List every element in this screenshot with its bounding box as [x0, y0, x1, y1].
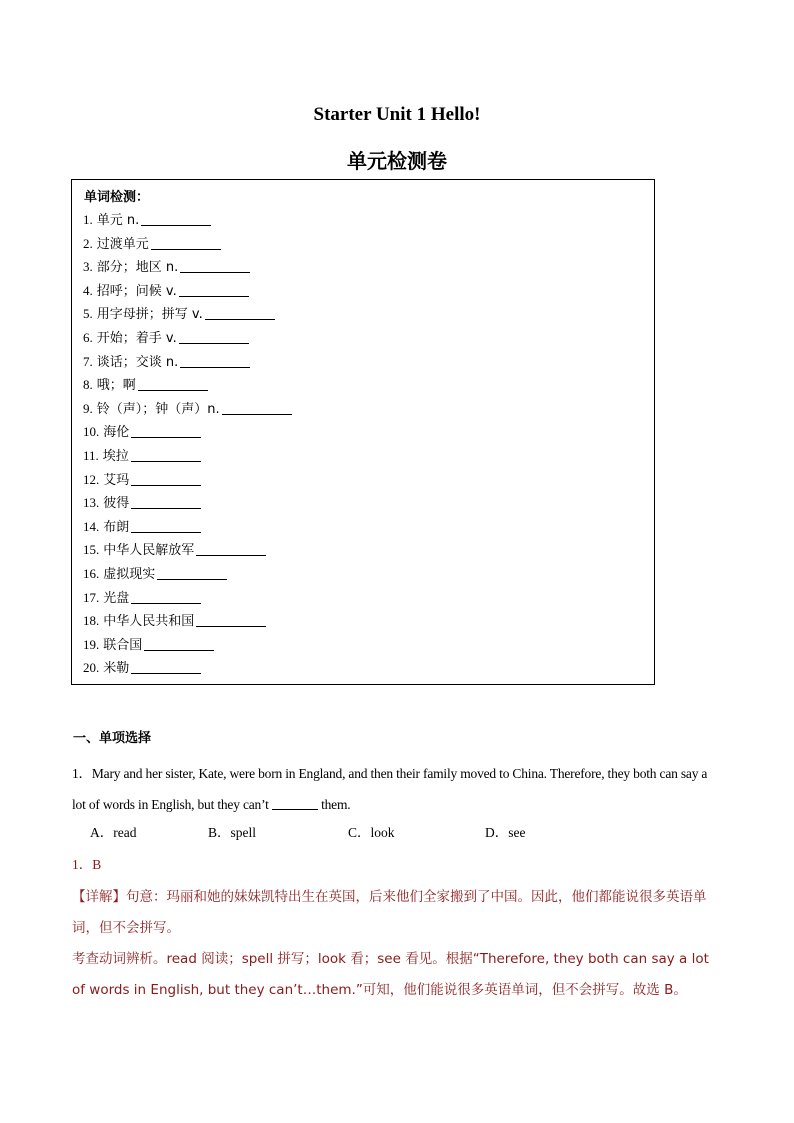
vocab-blank: [222, 400, 292, 415]
vocab-number: 6.: [83, 329, 93, 345]
vocab-blank: [131, 589, 201, 604]
vocab-item: [83, 420, 292, 444]
vocab-prompt: 米勒: [103, 661, 130, 677]
vocab-prompt: 布朗: [103, 519, 130, 535]
vocab-item: [83, 515, 292, 539]
vocab-item: [83, 255, 292, 279]
option-d: D．see: [485, 825, 526, 840]
vocab-prompt: 彼得: [103, 496, 130, 512]
vocab-blank: [131, 494, 201, 509]
vocab-prompt: 部分；地区 n.: [96, 260, 179, 276]
vocab-prompt: 虚拟现实: [103, 566, 156, 582]
vocab-number: 9.: [83, 400, 93, 416]
vocab-item: [83, 586, 292, 610]
vocab-number: 10.: [83, 424, 100, 440]
page-subtitle: 单元检测卷: [347, 149, 447, 173]
vocab-item: [83, 491, 292, 515]
page-title: Starter Unit 1 Hello!: [313, 104, 481, 125]
vocab-blank: [138, 376, 208, 391]
vocab-prompt: 哦；啊: [96, 378, 136, 394]
vocab-list: [83, 208, 292, 680]
vocab-prompt: 招呼；问候 v.: [96, 283, 177, 299]
answer-key: 1．B: [72, 857, 102, 872]
vocab-prompt: 光盘: [103, 590, 130, 606]
vocab-prompt: 艾玛: [103, 472, 130, 488]
vocab-blank: [157, 565, 227, 580]
section-heading: 一、单项选择: [73, 731, 152, 746]
vocab-item: [83, 656, 292, 680]
vocab-blank: [179, 282, 249, 297]
vocab-item: [83, 444, 292, 468]
vocab-prompt: 开始；着手 v.: [96, 330, 177, 346]
vocab-blank: [196, 541, 266, 556]
explanation-line-2: 考查动词辨析。read 阅读；spell 拼写；look 看；see 看见。根据“Therefore, they both can say a lot of words in English, but they can’t…them.”可知，他们能说很多英语单词，但不会拼写。故选 B。: [72, 951, 709, 998]
answer-blank: [272, 796, 318, 810]
option-b: B．spell: [208, 825, 257, 840]
vocab-blank: [131, 423, 201, 438]
vocab-blank: [205, 305, 275, 320]
vocab-item: [83, 468, 292, 492]
vocab-prompt: 中华人民共和国: [103, 614, 195, 630]
vocab-number: 2.: [83, 235, 93, 251]
vocab-number: 18.: [83, 613, 100, 629]
vocab-prompt: 过渡单元: [96, 236, 149, 252]
vocab-prompt: 铃（声）；钟（声）n.: [96, 401, 220, 417]
vocab-blank: [180, 258, 250, 273]
vocab-prompt: 埃拉: [102, 448, 129, 464]
vocab-item: [83, 350, 292, 374]
option-a: A．read: [90, 825, 137, 840]
vocab-number: 15.: [83, 542, 100, 558]
vocab-blank: [144, 636, 214, 651]
vocab-blank: [131, 471, 201, 486]
option-c: C．look: [348, 825, 395, 840]
explanation-line-1: 【详解】句意：玛丽和她的妹妹凯特出生在英国，后来他们全家搬到了中国。因此，他们都能说很多英语单词，但不会拼写。: [72, 889, 707, 936]
vocab-item: [83, 397, 292, 421]
vocab-prompt: 单元 n.: [96, 213, 140, 228]
vocab-blank: [180, 353, 250, 368]
vocab-number: 5.: [83, 306, 93, 322]
question-1: [72, 758, 722, 820]
vocab-number: 7.: [83, 353, 93, 369]
vocab-blank: [179, 329, 249, 344]
vocab-prompt: 中华人民解放军: [103, 543, 195, 559]
vocab-prompt: 用字母拼；拼写 v.: [96, 307, 203, 323]
vocab-number: 4.: [83, 282, 93, 298]
vocab-heading: 单词检测：: [84, 190, 150, 205]
question-text: 1．Mary and her sister, Kate, were born in England, and then their family moved to China. Therefore, they both can say a lot of words in English, but they can’t: [72, 766, 708, 812]
vocab-number: 12.: [83, 471, 100, 487]
vocab-item: [83, 373, 292, 397]
vocab-number: 8.: [83, 377, 93, 393]
vocab-item: [83, 609, 292, 633]
vocab-prompt: 谈话；交谈 n.: [96, 354, 179, 370]
vocab-number: 3.: [83, 259, 93, 275]
vocab-blank: [196, 612, 266, 627]
vocab-number: 1.: [83, 212, 93, 227]
vocab-item: [83, 326, 292, 350]
vocab-number: 17.: [83, 589, 100, 605]
vocab-test-box: [71, 179, 655, 685]
vocab-blank: [131, 659, 201, 674]
vocab-item: [83, 208, 292, 232]
vocab-blank: [131, 447, 201, 462]
vocab-number: 13.: [83, 495, 100, 511]
vocab-prompt: 联合国: [103, 637, 143, 653]
vocab-number: 16.: [83, 565, 100, 581]
vocab-item: [83, 633, 292, 657]
answer-explanation: [72, 882, 724, 1006]
vocab-blank: [151, 235, 221, 250]
vocab-number: 20.: [83, 660, 100, 676]
vocab-item: [83, 562, 292, 586]
question-text-end: them.: [321, 797, 351, 812]
vocab-item: [83, 302, 292, 326]
vocab-number: 14.: [83, 518, 100, 534]
vocab-blank: [131, 518, 201, 533]
vocab-number: 19.: [83, 636, 100, 652]
vocab-blank: [141, 211, 211, 226]
vocab-item: [83, 538, 292, 562]
vocab-prompt: 海伦: [103, 425, 130, 441]
vocab-number: 11.: [83, 447, 99, 463]
vocab-item: [83, 232, 292, 256]
vocab-item: [83, 279, 292, 303]
